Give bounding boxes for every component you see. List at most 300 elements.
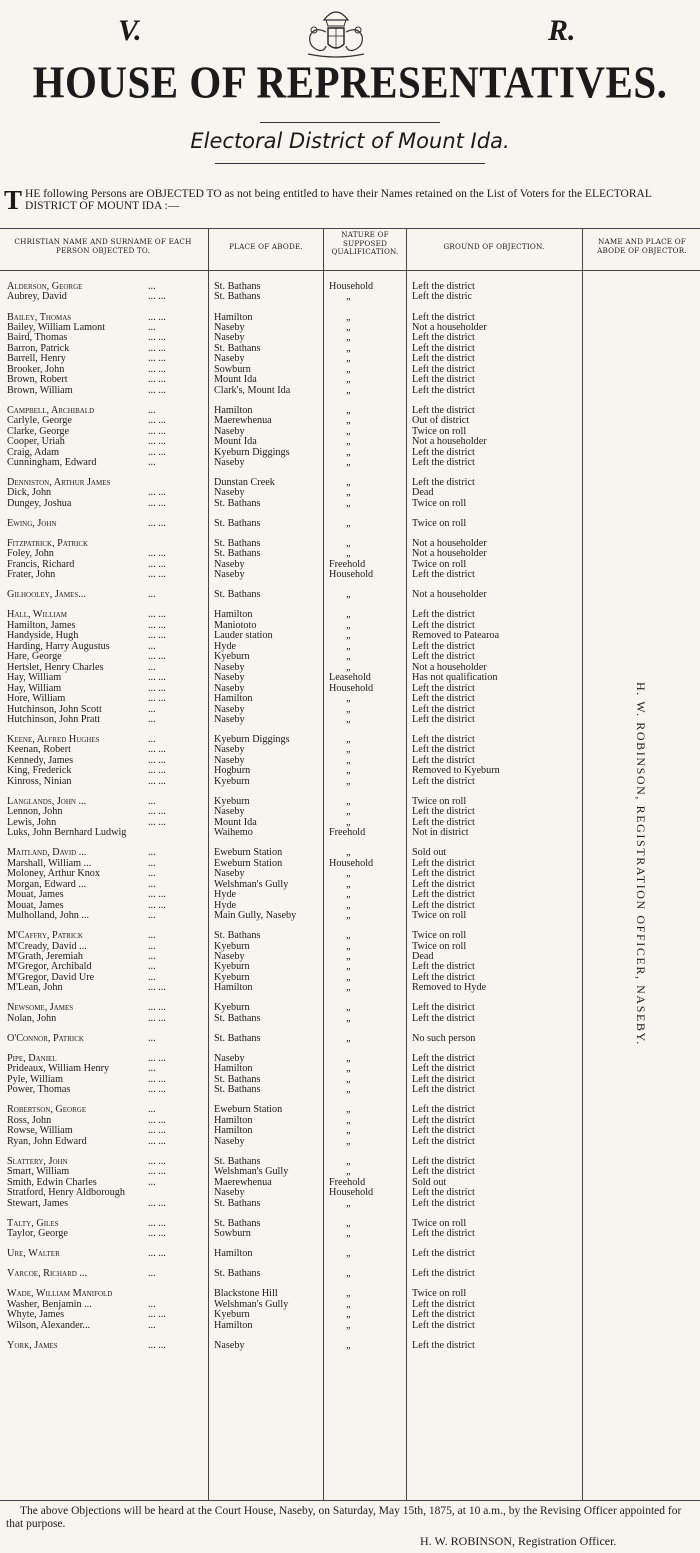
place-of-abode: St. Bathans	[214, 930, 261, 941]
table-row	[0, 941, 700, 952]
place-of-abode: St. Bathans	[214, 1268, 261, 1280]
qualification: „	[346, 693, 351, 704]
table-row	[0, 538, 700, 549]
person-name: Keene, Alfred Hughes	[7, 734, 100, 745]
leader-dots: ... ...	[148, 672, 166, 684]
ground-of-objection: Sold out	[412, 847, 447, 859]
qualification: „	[346, 734, 351, 745]
table-row	[0, 1198, 700, 1209]
table-row	[0, 806, 700, 817]
place-of-abode: Naseby	[214, 353, 245, 365]
person-name: Kennedy, James	[7, 754, 74, 766]
place-of-abode: Naseby	[214, 425, 245, 437]
place-of-abode: St. Bathans	[214, 589, 261, 601]
person-name: Brooker, John	[7, 363, 65, 375]
person-name: Prideaux, William Henry	[7, 1063, 110, 1075]
table-row	[0, 858, 700, 869]
qualification: „	[346, 1052, 351, 1064]
place-of-abode: Hogburn	[214, 765, 251, 777]
ground-of-objection: Twice on roll	[412, 1288, 467, 1300]
ground-of-objection: Twice on roll	[412, 558, 467, 570]
ground-of-objection: Left the district	[412, 1268, 475, 1280]
ground-of-objection: Left the district	[412, 734, 475, 745]
person-name: Smith, Edwin Charles	[7, 1176, 97, 1188]
qualification: „	[346, 1084, 351, 1096]
table-row	[0, 447, 700, 458]
place-of-abode: Naseby	[214, 682, 245, 694]
leader-dots: ...	[148, 868, 156, 880]
ground-of-objection: Left the district	[412, 889, 475, 901]
person-name: Wilson, Alexander...	[7, 1319, 91, 1331]
place-of-abode: Naseby	[214, 487, 245, 499]
person-name: Barron, Patrick	[7, 342, 70, 354]
person-name: Lennon, John	[7, 806, 63, 818]
ground-of-objection: Left the district	[412, 374, 475, 386]
person-name: Clarke, George	[7, 425, 70, 437]
person-name: Taylor, George	[7, 1228, 68, 1239]
qualification: „	[346, 961, 351, 973]
place-of-abode: Hamilton	[214, 693, 253, 704]
leader-dots: ...	[148, 734, 156, 745]
ground-of-objection: Left the distric	[412, 291, 472, 303]
table-row	[0, 796, 700, 807]
qualification: „	[346, 1228, 351, 1239]
person-name: Moloney, Arthur Knox	[7, 868, 100, 880]
leader-dots: ... ...	[148, 1166, 166, 1178]
qualification: Freehold	[329, 1176, 366, 1188]
leader-dots: ... ...	[148, 569, 166, 581]
leader-dots: ...	[148, 971, 156, 983]
ground-of-objection: Left the district	[412, 1187, 475, 1198]
person-name: Hutchinson, John Scott	[7, 703, 102, 715]
table-row	[0, 693, 700, 704]
intro-paragraph	[4, 185, 698, 215]
leader-dots: ... ...	[148, 436, 166, 447]
qualification: „	[346, 436, 351, 447]
qualification: „	[346, 1319, 351, 1331]
leader-dots: ... ...	[148, 1084, 166, 1096]
place-of-abode: St. Bathans	[214, 497, 261, 509]
ground-of-objection: Left the district	[412, 1135, 475, 1147]
ground-of-objection: Left the district	[412, 1125, 475, 1137]
ground-of-objection: Left the district	[412, 899, 475, 911]
qualification: Freehold	[329, 558, 366, 570]
table-row	[0, 641, 700, 652]
qualification: „	[346, 1135, 351, 1147]
ground-of-objection: Left the district	[412, 1155, 475, 1167]
qualification: „	[346, 1268, 351, 1280]
ground-of-objection: Left the district	[412, 1002, 475, 1014]
person-name: Ewing, John	[7, 517, 57, 529]
person-name: Hutchinson, John Pratt	[7, 713, 101, 725]
qualification: „	[346, 384, 351, 396]
place-of-abode: Kyeburn	[214, 775, 250, 787]
table-row	[0, 1125, 700, 1136]
place-of-abode: Hamilton	[214, 404, 253, 416]
place-of-abode: Hamilton	[214, 1114, 253, 1126]
table-row	[0, 672, 700, 683]
leader-dots: ... ...	[148, 619, 166, 631]
person-name: Ure, Walter	[7, 1248, 60, 1259]
place-of-abode: Naseby	[214, 1052, 245, 1064]
leader-dots: ... ...	[148, 1155, 166, 1167]
title-divider	[260, 122, 440, 123]
leader-dots: ... ...	[148, 415, 166, 427]
ground-of-objection: Twice on roll	[412, 517, 467, 529]
person-name: Cooper, Uriah	[7, 436, 65, 447]
leader-dots: ...	[148, 795, 156, 807]
table-row	[0, 1063, 700, 1074]
qualification: „	[346, 940, 351, 952]
leader-dots: ... ...	[148, 497, 166, 509]
qualification: „	[346, 1032, 351, 1044]
qualification: „	[346, 332, 351, 344]
table-row	[0, 982, 700, 993]
objector-name-vertical: H. W. ROBINSON, REGISTRATION OFFICER, NASEBY.	[634, 682, 648, 1046]
leader-dots: ... ...	[148, 1217, 166, 1229]
table-row	[0, 1187, 700, 1198]
leader-dots: ... ...	[148, 446, 166, 458]
person-name: Nolan, John	[7, 1012, 57, 1024]
ground-of-objection: Left the district	[412, 1063, 475, 1075]
ground-of-objection: Left the district	[412, 754, 475, 766]
qualification: „	[346, 868, 351, 880]
qualification: „	[346, 847, 351, 859]
table-row	[0, 518, 700, 529]
ground-of-objection: Left the district	[412, 971, 475, 983]
person-name: Kinross, Ninian	[7, 775, 72, 787]
leader-dots: ... ...	[148, 384, 166, 396]
place-of-abode: Hamilton	[214, 311, 253, 323]
place-of-abode: Kyeburn	[214, 795, 250, 807]
leader-dots: ... ...	[148, 1073, 166, 1085]
table-row	[0, 714, 700, 725]
table-row	[0, 1033, 700, 1044]
column-header-abode: PLACE OF ABODE.	[229, 242, 303, 251]
table-row	[0, 559, 700, 570]
person-name: Ross, John	[7, 1114, 52, 1126]
person-name: Fitzpatrick, Patrick	[7, 538, 89, 549]
table-row	[0, 765, 700, 776]
person-name: Brown, Robert	[7, 374, 68, 386]
ground-of-objection: Left the district	[412, 640, 475, 652]
table-row	[0, 1320, 700, 1331]
qualification: Household	[329, 857, 374, 869]
leader-dots: ... ...	[148, 806, 166, 818]
qualification: „	[346, 878, 351, 890]
leader-dots: ... ...	[148, 332, 166, 344]
leader-dots: ... ...	[148, 1114, 166, 1126]
qualification: „	[346, 1166, 351, 1178]
place-of-abode: St. Bathans	[214, 1012, 261, 1024]
qualification: „	[346, 1002, 351, 1014]
person-name: M'Cready, David ...	[7, 940, 87, 952]
table-row	[0, 1166, 700, 1177]
table-row	[0, 1084, 700, 1095]
electoral-district-heading: Electoral District of Mount Ida.	[190, 129, 510, 153]
ground-of-objection: Not a householder	[412, 589, 487, 601]
place-of-abode: Welshman's Gully	[214, 1166, 289, 1178]
place-of-abode: Eweburn Station	[214, 857, 283, 869]
table-row	[0, 1104, 700, 1115]
place-of-abode: Hamilton	[214, 609, 253, 621]
ground-of-objection: Not a householder	[412, 538, 487, 549]
table-row	[0, 662, 700, 673]
ground-of-objection: Left the district	[412, 404, 475, 416]
leader-dots: ...	[148, 930, 156, 941]
table-row	[0, 312, 700, 323]
person-name: Varcoe, Richard ...	[7, 1268, 87, 1280]
table-row	[0, 477, 700, 488]
place-of-abode: Naseby	[214, 868, 245, 880]
intro-text: HE following Persons are OBJECTED TO as not being entitled to have their Names retained on the List of Voters for the ELECTORAL DISTRICT OF MOUNT IDA :—	[25, 188, 652, 212]
place-of-abode: Mount Ida	[214, 374, 257, 386]
column-header-ground: GROUND OF OBJECTION.	[443, 242, 545, 251]
place-of-abode: Hyde	[214, 889, 237, 901]
qualification: Household	[329, 281, 374, 292]
ground-of-objection: Left the district	[412, 311, 475, 323]
table-row	[0, 1228, 700, 1239]
person-name: Luks, John Bernhard Ludwig	[7, 827, 127, 839]
table-row	[0, 322, 700, 333]
person-name: Hertslet, Henry Charles	[7, 661, 104, 673]
table-row	[0, 1268, 700, 1279]
qualification: „	[346, 950, 351, 962]
person-name: Keenan, Robert	[7, 744, 71, 756]
qualification: „	[346, 1339, 351, 1351]
qualification: „	[346, 1114, 351, 1126]
place-of-abode: Clark's, Mount Ida	[214, 384, 291, 396]
leader-dots: ...	[148, 940, 156, 952]
leader-dots: ... ...	[148, 693, 166, 704]
place-of-abode: St. Bathans	[214, 517, 261, 529]
place-of-abode: Hamilton	[214, 1063, 253, 1075]
leader-dots: ...	[148, 878, 156, 890]
table-row	[0, 827, 700, 838]
table-row	[0, 889, 700, 900]
table-row	[0, 1053, 700, 1064]
person-name: Mouat, James	[7, 899, 64, 911]
ground-of-objection: Has not qualification	[412, 672, 498, 684]
place-of-abode: Sowburn	[214, 1228, 251, 1239]
place-of-abode: St. Bathans	[214, 291, 261, 303]
royal-coat-of-arms-icon	[296, 2, 376, 60]
place-of-abode: Maerewhenua	[214, 415, 272, 427]
place-of-abode: Maniototo	[214, 619, 257, 631]
table-row	[0, 910, 700, 921]
leader-dots: ... ...	[148, 374, 166, 386]
place-of-abode: Kyeburn Diggings	[214, 446, 290, 458]
table-row	[0, 385, 700, 396]
signoff: H. W. ROBINSON, Registration Officer.	[420, 1534, 617, 1548]
leader-dots: ... ...	[148, 1339, 166, 1351]
qualification: „	[346, 630, 351, 642]
table-row	[0, 364, 700, 375]
table-row	[0, 1115, 700, 1126]
table-row	[0, 498, 700, 509]
ground-of-objection: Left the district	[412, 332, 475, 344]
leader-dots: ...	[148, 1319, 156, 1331]
leader-dots: ... ...	[148, 765, 166, 777]
leader-dots: ...	[148, 322, 156, 333]
person-name: Robertson, George	[7, 1104, 87, 1116]
place-of-abode: Hamilton	[214, 1125, 253, 1137]
ground-of-objection: Left the district	[412, 816, 475, 828]
ground-of-objection: Left the district	[412, 353, 475, 365]
person-name: Craig, Adam	[7, 446, 60, 458]
qualification: „	[346, 816, 351, 828]
qualification: „	[346, 1012, 351, 1024]
person-name: Dungey, Joshua	[7, 497, 72, 509]
qualification: „	[346, 744, 351, 756]
qualification: „	[346, 1063, 351, 1075]
ground-of-objection: Left the district	[412, 857, 475, 869]
place-of-abode: Main Gully, Naseby	[214, 910, 297, 921]
person-name: Bailey, William Lamont	[7, 322, 106, 333]
qualification: „	[346, 1197, 351, 1209]
qualification: „	[346, 322, 351, 333]
leader-dots: ...	[148, 1268, 156, 1280]
page-title: HOUSE OF REPRESENTATIVES.	[32, 56, 668, 108]
person-name: King, Frederick	[7, 765, 72, 777]
qualification: „	[346, 1217, 351, 1229]
place-of-abode: Naseby	[214, 744, 245, 756]
qualification: „	[346, 342, 351, 354]
qualification: Leasehold	[329, 672, 371, 684]
place-of-abode: St. Bathans	[214, 1032, 261, 1044]
ground-of-objection: No such person	[412, 1032, 476, 1044]
table-row	[0, 1299, 700, 1310]
ground-of-objection: Twice on roll	[412, 795, 467, 807]
person-name: O'Connor, Patrick	[7, 1032, 84, 1044]
table-row	[0, 487, 700, 498]
leader-dots: ... ...	[148, 982, 166, 994]
ground-of-objection: Left the district	[412, 1012, 475, 1024]
ground-of-objection: Twice on roll	[412, 910, 467, 921]
place-of-abode: Sowburn	[214, 363, 251, 375]
person-name: Hare, George	[7, 651, 62, 663]
person-name: Stewart, James	[7, 1197, 69, 1209]
qualification: „	[346, 497, 351, 509]
ground-of-objection: Left the district	[412, 1298, 475, 1310]
table-row	[0, 951, 700, 962]
place-of-abode: Kyeburn	[214, 651, 250, 663]
ground-of-objection: Left the district	[412, 363, 475, 375]
ground-of-objection: Left the district	[412, 619, 475, 631]
subtitle-divider	[215, 163, 485, 164]
person-name: Aubrey, David	[7, 291, 67, 303]
qualification: „	[346, 353, 351, 365]
ground-of-objection: Left the district	[412, 1166, 475, 1178]
ground-of-objection: Left the district	[412, 609, 475, 621]
table-row	[0, 868, 700, 879]
ground-of-objection: Left the district	[412, 1084, 475, 1096]
person-name: Hore, William	[7, 693, 66, 704]
leader-dots: ... ...	[148, 775, 166, 787]
table-row	[0, 1177, 700, 1188]
table-row	[0, 426, 700, 437]
person-name: Handyside, Hugh	[7, 630, 79, 642]
ground-of-objection: Not a householder	[412, 661, 487, 673]
qualification: „	[346, 517, 351, 529]
leader-dots: ...	[148, 1176, 156, 1188]
ground-of-objection: Left the district	[412, 446, 475, 458]
place-of-abode: Blackstone Hill	[214, 1288, 278, 1300]
place-of-abode: St. Bathans	[214, 342, 261, 354]
place-of-abode: Kyeburn	[214, 961, 250, 973]
table-row	[0, 548, 700, 559]
person-name: Hay, William	[7, 682, 62, 694]
qualification: „	[346, 1298, 351, 1310]
leader-dots: ... ...	[148, 630, 166, 642]
table-row	[0, 930, 700, 941]
table-row	[0, 415, 700, 426]
table-row	[0, 879, 700, 890]
ground-of-objection: Left the district	[412, 1248, 475, 1259]
place-of-abode: Naseby	[214, 569, 245, 581]
place-of-abode: Naseby	[214, 950, 245, 962]
qualification: „	[346, 661, 351, 673]
column-header-qualification: NATURE OF SUPPOSED QUALIFICATION.	[331, 230, 399, 256]
table-header-rule	[0, 270, 700, 271]
ground-of-objection: Twice on roll	[412, 930, 467, 941]
ground-of-objection: Left the district	[412, 1319, 475, 1331]
qualification: „	[346, 703, 351, 715]
table-row	[0, 734, 700, 745]
person-name: Mulholland, John ...	[7, 910, 90, 921]
leader-dots: ... ...	[148, 1197, 166, 1209]
qualification: „	[346, 487, 351, 499]
place-of-abode: Naseby	[214, 1187, 245, 1198]
leader-dots: ... ...	[148, 517, 166, 529]
table-row	[0, 569, 700, 580]
place-of-abode: Naseby	[214, 806, 245, 818]
place-of-abode: St. Bathans	[214, 1197, 261, 1209]
table-row	[0, 1156, 700, 1167]
qualification: „	[346, 589, 351, 601]
leader-dots: ... ...	[148, 744, 166, 756]
leader-dots: ... ...	[148, 558, 166, 570]
ground-of-objection: Left the district	[412, 703, 475, 715]
place-of-abode: Welshman's Gully	[214, 1298, 289, 1310]
hearing-notice: The above Objections will be heard at the Court House, Naseby, on Saturday, May 15th, 1875, at 10 a.m., by the Revising Officer appointed for that purpose.	[6, 1505, 682, 1530]
place-of-abode: Hamilton	[214, 1319, 253, 1331]
drop-cap: T	[4, 185, 23, 215]
leader-dots: ... ...	[148, 342, 166, 354]
qualification: „	[346, 477, 351, 488]
leader-dots: ...	[148, 961, 156, 973]
leader-dots: ...	[148, 1104, 156, 1116]
place-of-abode: Waihemo	[214, 827, 253, 839]
person-name: Morgan, Edward ...	[7, 878, 87, 890]
ground-of-objection: Out of district	[412, 415, 470, 427]
leader-dots: ...	[148, 456, 156, 468]
person-name: Mouat, James	[7, 889, 64, 901]
person-name: Frater, John	[7, 569, 56, 581]
place-of-abode: Naseby	[214, 1339, 245, 1351]
person-name: Marshall, William ...	[7, 857, 92, 869]
table-row	[0, 1136, 700, 1147]
place-of-abode: Maerewhenua	[214, 1176, 272, 1188]
table-row	[0, 1288, 700, 1299]
table-row	[0, 457, 700, 468]
qualification: „	[346, 456, 351, 468]
person-name: Foley, John	[7, 548, 54, 560]
qualification: „	[346, 713, 351, 725]
place-of-abode: St. Bathans	[214, 1084, 261, 1096]
place-of-abode: St. Bathans	[214, 538, 261, 549]
leader-dots: ... ...	[148, 353, 166, 365]
